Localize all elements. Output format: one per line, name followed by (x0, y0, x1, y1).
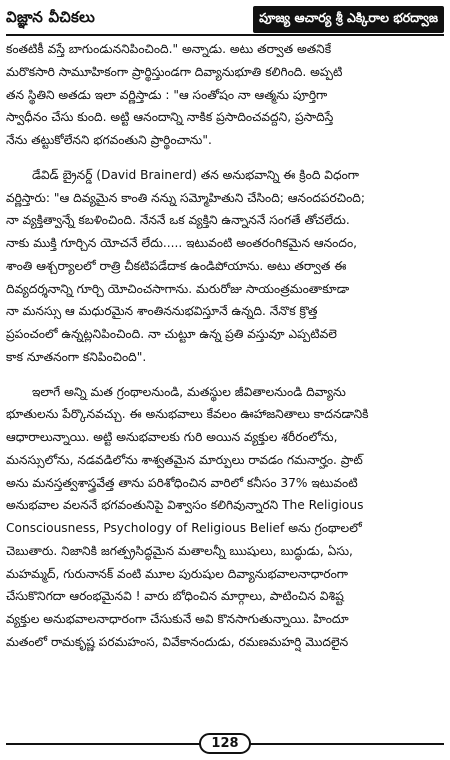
text-line: మహమ్మద్, గురునానక్ వంటి మూల పురుషుల దివ్యానుభవాలనాధారంగా (6, 566, 349, 581)
text-line: దివ్యదర్శనాన్ని గూర్చి యోచించసాగాను. మరురోజు సాయంత్రమంతాకూడా (6, 281, 350, 296)
text-line: అను మనస్తత్వశాస్త్రవేత్త తాను పరిశోధించిన వారిలో కనీసం 37% ఇటువంటి (6, 475, 358, 490)
text-line: డేవిడ్ బ్రైనర్డ్ (David Brainerd) తన అనుభవాన్ని ఈ క్రింది విధంగా (32, 167, 359, 182)
text-line: మరొకసారి సామూహికంగా ప్రార్థిస్తుండగా దివ్యానుభూతి కలిగింది. అప్పటి (6, 64, 343, 79)
text-line: తన స్థితిని అతడు ఇలా వర్ణిస్తాడు : "ఆ సంతోషం నా ఆత్మను పూర్తిగా (6, 87, 328, 102)
body-text (6, 38, 444, 721)
text-line: మనస్సులోను, నడవడిలోను శాశ్వతమైన మార్పులు రావడం గమనార్హం. ప్రాట్ (6, 452, 363, 467)
text-line: వర్ణిస్తారు: "ఆ దివ్యమైన కాంతి నన్ను సమ్మోహితుని చేసింది; ఆనందపరచింది; (6, 190, 365, 205)
text-line: చేసుకొనిగదా ఆరంభమైనవి ! వారు బోధించిన మార్గాలు, పాటించిన విశిష్ట (6, 589, 344, 604)
book-title: విజ్ఞాన వీచికలు (6, 8, 96, 26)
text-line: వ్యక్తుల అనుభవాలనాధారంగా చేసుకునే అవి కొనసాగుతున్నాయి. హిందూ (6, 612, 349, 626)
text-line: నా వ్యక్తిత్వాన్నే కబళించింది. నేననే ఒక వ్యక్తిని ఉన్నాననే సంగతే తోచలేదు. (6, 213, 350, 228)
text-line: స్వాధీనం చేసు కుంది. అట్టి ఆనందాన్ని నాకిక ప్రసాదించవద్దని, ప్రసాదిస్తే (6, 110, 334, 125)
page-footer (0, 732, 450, 754)
text-line: నాకు ముక్తి గూర్చిన యోచనే లేదు..... ఇటువంటి అంతరంగికమైన ఆనందం, (6, 236, 358, 250)
text-line: ప్రపంచంలో ఉన్నట్లనిపించింది. నా చుట్టూ ఉన్న ప్రతి వస్తువూ ఎప్పటివలె (6, 327, 337, 341)
text-line: శాంతి ఆశ్చర్యాలలో రాత్రి చీకటిపడేదాక ఉండిపోయాను. అటు తర్వాత ఈ (6, 258, 347, 273)
author-banner: పూజ్య ఆచార్య శ్రీ ఎక్కిరాల భరద్వాజ (253, 6, 444, 33)
paragraph-gap (6, 369, 444, 381)
text-line: నా మనస్సు ఆ మధురమైన శాంతిననుభవిస్తూనే ఉన్నది. నేనొక క్రొత్త (6, 304, 318, 319)
text-line: కంతటికీ వస్తే బాగుండుననిపించింది." అన్నాడు. అటు తర్వాత అతనికే (6, 42, 332, 56)
text-line: కాక నూతనంగా కనిపించింది". (6, 349, 147, 364)
text-line: ఆధారాలున్నాయి. అట్టి అనుభవాలకు గురి అయిన వ్యక్తుల శరీరంలోను, (6, 430, 338, 444)
text-line: భూతులను పేర్కొనవచ్చు. ఈ అనుభవాలు కేవలం ఊహాజనితాలు కాదనడానికి (6, 407, 369, 422)
text-line: అనుభవాల వలననే భగవంతునిపై విశ్వాసం కలిగివున్నారని The Religious (6, 498, 364, 513)
text-line: నేను తట్టుకోలేనని భగవంతుని ప్రార్థించాను". (6, 133, 212, 147)
page-number: 128 (199, 733, 250, 754)
paragraph-gap (6, 152, 444, 164)
text-line: ఇలాగే అన్ని మత గ్రంథాలనుండి, మతస్థుల జీవితాలనుండి దివ్యాను (32, 384, 346, 399)
page-header (6, 4, 444, 34)
header-rule (6, 34, 444, 36)
text-line: మతంలో రామకృష్ణ పరమహంస, వివేకానందుడు, రమణమహర్షి మొదలైన (6, 634, 349, 649)
text-line: చెబుతారు. నిజానికి జగత్ప్రసిద్ధమైన మతాలన్నీ ఋషులు, బుద్ధుడు, ఏసు, (6, 543, 353, 558)
text-line: Consciousness, Psychology of Religious Belief అను గ్రంథాలలో (6, 521, 362, 535)
